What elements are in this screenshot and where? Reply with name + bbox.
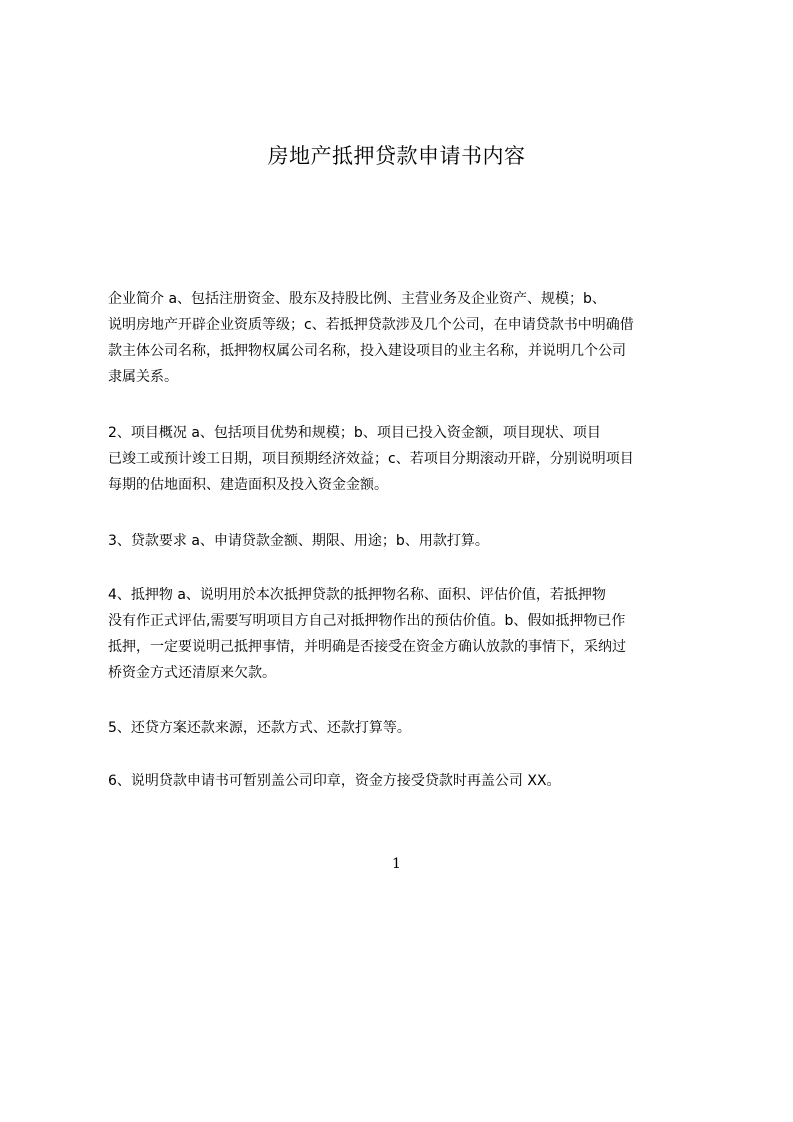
paragraph-line: 5、还贷方案还款来源，还款方式、还款打算等。: [108, 720, 411, 736]
paragraph-project-overview: [108, 420, 698, 498]
document-title: 房地产抵押贷款申请书内容: [267, 144, 526, 168]
paragraph-line: 6、说明贷款申请书可暂别盖公司印章，资金方接受贷款时再盖公司 XX。: [108, 773, 561, 789]
paragraph-line: 已竣工或预计竣工日期，项目预期经济效益；c、若项目分期滚动开辟，分别说明项目: [108, 451, 634, 467]
paragraph-line: 3、贷款要求 a、申请贷款金额、期限、用途；b、用款打算。: [108, 533, 489, 549]
paragraph-line: 说明房地产开辟企业资质等级；c、若抵押贷款涉及几个公司，在申请贷款书中明确借: [108, 317, 634, 333]
paragraph-line: 每期的估地面积、建造面积及投入资金金额。: [108, 477, 388, 493]
paragraph-line: 隶属关系。: [108, 369, 178, 385]
paragraph-line: 抵押，一定要说明己抵押事情，并明确是否接受在资金方确认放款的事情下，采纳过: [108, 639, 626, 655]
paragraph-repayment-plan: [108, 715, 698, 741]
paragraph-line: 款主体公司名称，抵押物权属公司名称，投入建设项目的业主名称，并说明几个公司: [108, 343, 626, 359]
paragraph-line: 企业简介 a、包括注册资金、股东及持股比例、主营业务及企业资产、规模；b、: [108, 291, 606, 307]
paragraph-line: 没有作正式评估,需要写明项目方自己对抵押物作出的预估价值。b、假如抵押物已作: [108, 613, 626, 629]
paragraph-loan-requirements: [108, 528, 698, 554]
paragraph-seal-note: [108, 768, 698, 794]
paragraph-line: 2、项目概况 a、包括项目优势和规模；b、项目已投入资金额，项目现状、项目: [108, 425, 601, 441]
page-number: 1: [392, 856, 401, 872]
paragraph-company-profile: [108, 286, 698, 390]
paragraph-collateral: [108, 582, 698, 686]
paragraph-line: 桥资金方式还清原来欠款。: [108, 665, 276, 681]
paragraph-line: 4、抵押物 a、说明用於本次抵押贷款的抵押物名称、面积、评估价值，若抵押物: [108, 587, 606, 603]
